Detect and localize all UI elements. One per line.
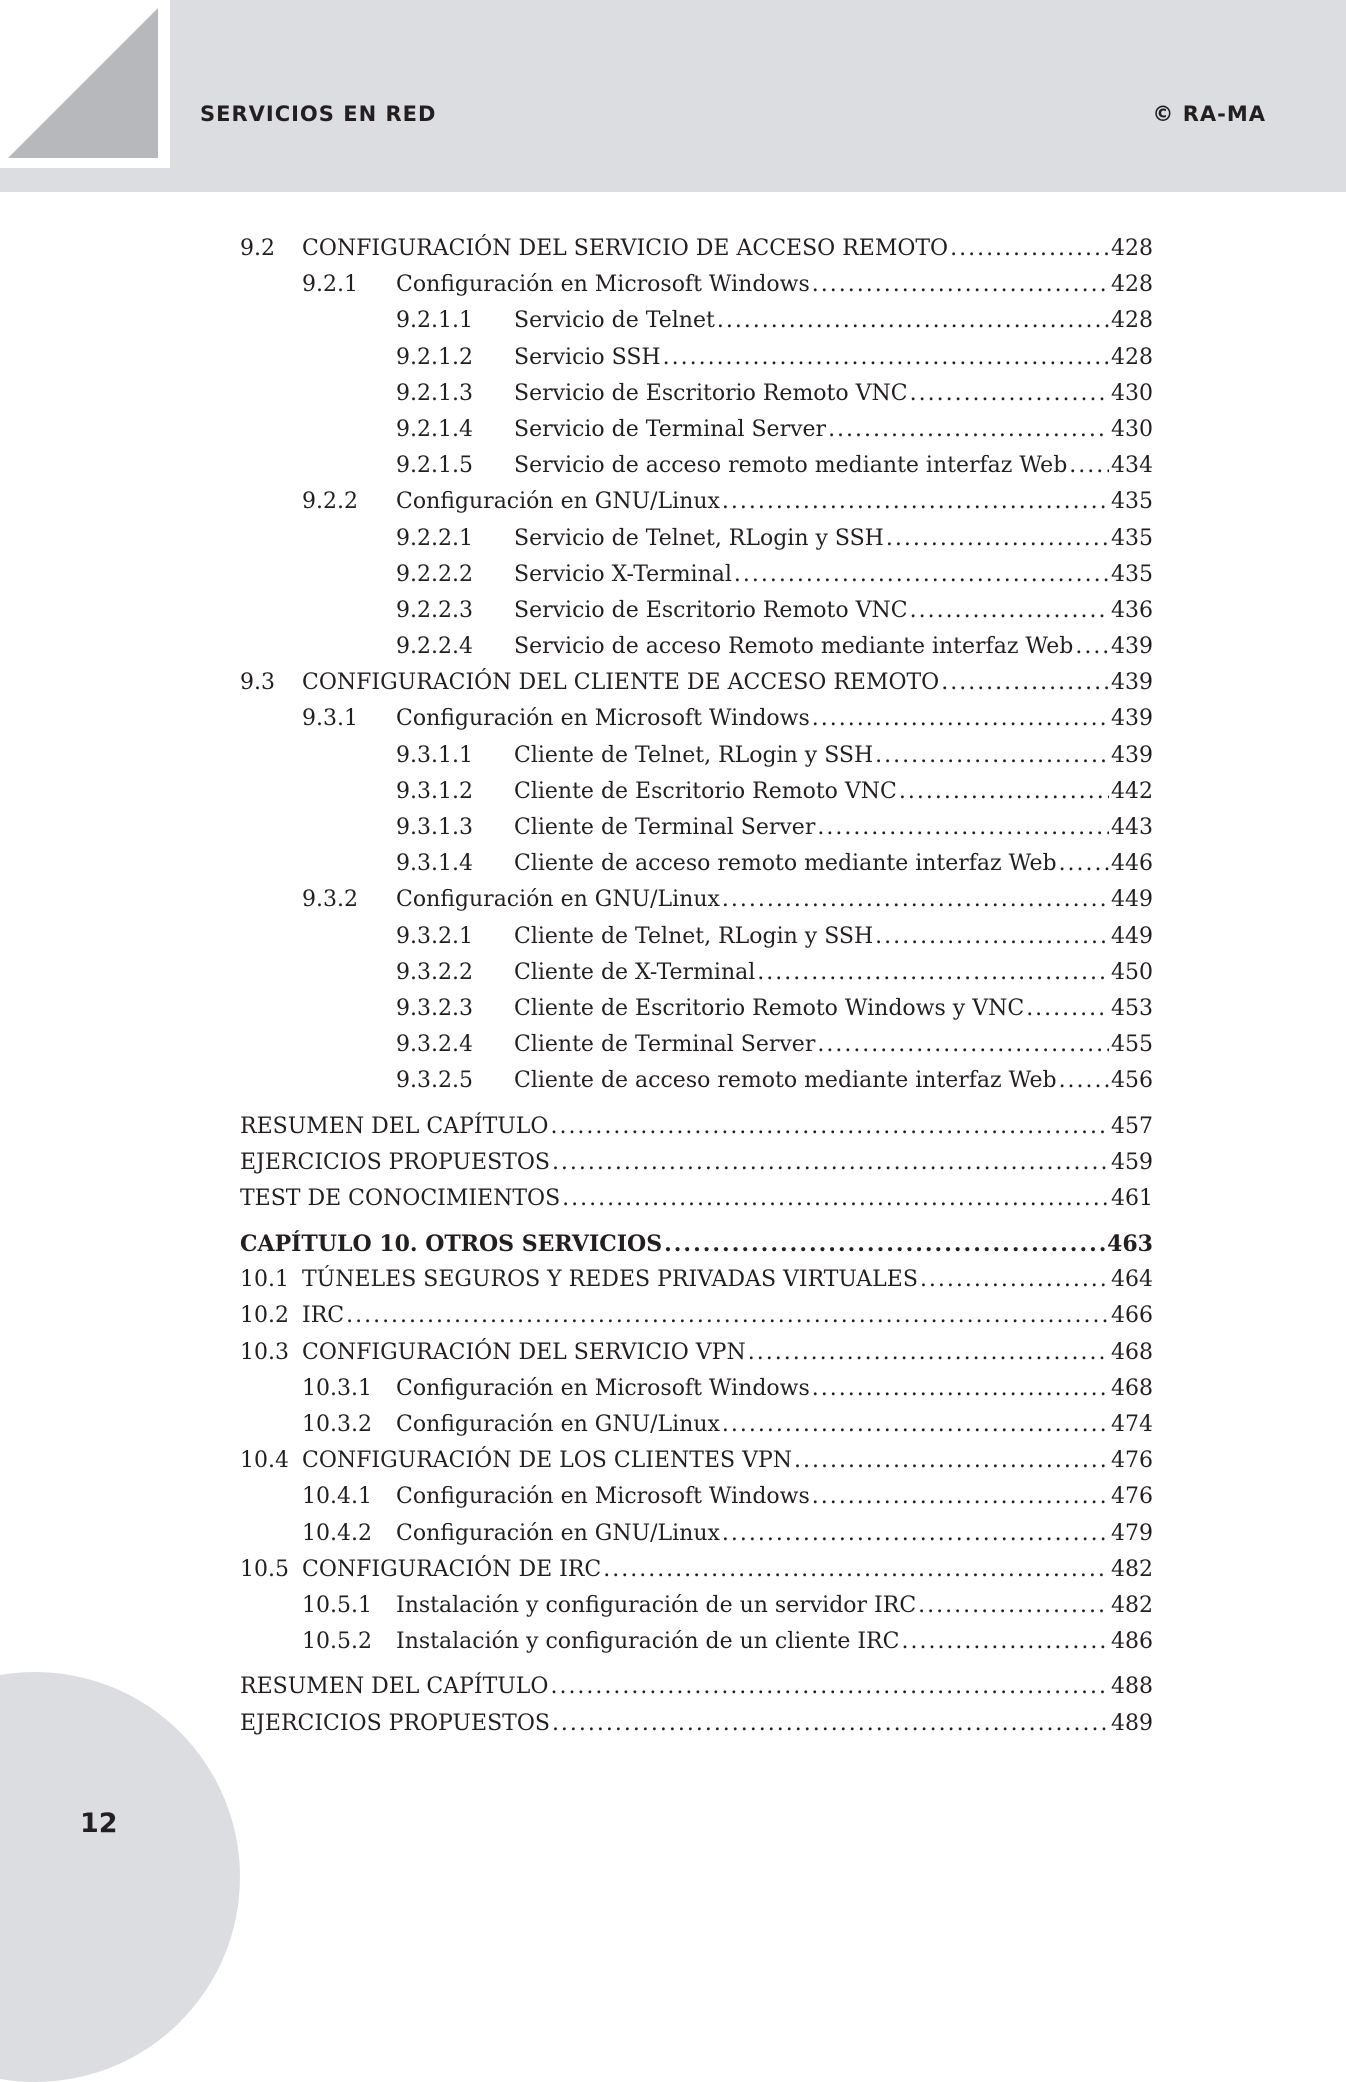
toc-entry-page: 450 [1111, 959, 1153, 985]
toc-entry-page: 482 [1111, 1592, 1153, 1618]
toc-dot-leader [950, 236, 1109, 261]
toc-chapter-heading [240, 1231, 1153, 1267]
toc-entry [240, 1114, 1153, 1150]
page-number-circle [0, 1672, 240, 2082]
toc-entry-number: 9.2.2.2 [396, 561, 473, 587]
header-band [0, 0, 1346, 192]
toc-entry-title: Configuración en GNU/Linux [396, 489, 720, 515]
toc-dot-leader [899, 779, 1109, 804]
toc-entry-number: 10.3.2 [302, 1412, 372, 1437]
toc-entry [240, 815, 1153, 851]
toc-entry-page: 463 [1107, 1231, 1153, 1258]
toc-entry-page: 486 [1111, 1629, 1153, 1655]
toc-dot-leader [875, 743, 1109, 768]
toc-entry [240, 887, 1153, 923]
toc-dot-leader [812, 272, 1109, 297]
toc-entry-number: 9.3.2 [302, 887, 358, 913]
toc-dot-leader [550, 1114, 1109, 1139]
toc-entry-title: Configuración en GNU/Linux [396, 1412, 720, 1437]
toc-entry-title: IRC [302, 1303, 345, 1329]
toc-entry [240, 381, 1153, 417]
toc-dot-leader [734, 562, 1109, 587]
toc-entry-title: Servicio de Escritorio Remoto VNC [514, 597, 908, 623]
toc-entry-title: Instalación y configuración de un servidor IRC [396, 1592, 917, 1618]
toc-entry-title: EJERCICIOS PROPUESTOS [240, 1710, 550, 1736]
toc-entry-page: 435 [1111, 489, 1153, 515]
toc-dot-leader [748, 1340, 1109, 1365]
toc-entry-number: 10.5.2 [302, 1629, 372, 1655]
toc-entry-title: CONFIGURACIÓN DEL CLIENTE DE ACCESO REMOTO [302, 670, 940, 696]
toc-entry-number: 9.3 [240, 670, 275, 696]
toc-entry-title: Cliente de Escritorio Remoto VNC [514, 778, 897, 804]
toc-entry [240, 453, 1153, 489]
toc-entry-page: 443 [1111, 815, 1153, 840]
toc-entry-number: 9.3.1.3 [396, 815, 473, 840]
toc-entry-title: EJERCICIOS PROPUESTOS [240, 1149, 550, 1175]
toc-entry [240, 851, 1153, 887]
toc-entry-title: RESUMEN DEL CAPÍTULO [240, 1674, 549, 1700]
toc-entry-number: 10.2 [240, 1303, 289, 1329]
toc-entry-title: RESUMEN DEL CAPÍTULO [240, 1113, 549, 1139]
toc-dot-leader [918, 1593, 1109, 1618]
toc-entry [240, 1412, 1153, 1448]
page-number: 12 [80, 1808, 118, 1839]
toc-entry-page: 428 [1111, 272, 1153, 298]
toc-entry-number: 10.3.1 [302, 1375, 372, 1401]
toc-entry [240, 1593, 1153, 1629]
toc-entry-page: 453 [1111, 995, 1153, 1021]
toc-entry [240, 1303, 1153, 1339]
toc-entry-title: Configuración en Microsoft Windows [396, 1375, 810, 1401]
toc-entry [240, 634, 1153, 670]
toc-dot-leader [717, 308, 1109, 333]
toc-entry-page: 468 [1111, 1339, 1153, 1365]
toc-entry-page: 442 [1111, 778, 1153, 804]
toc-entry-title: Servicio de Escritorio Remoto VNC [514, 380, 908, 406]
toc-entry-title: CONFIGURACIÓN DEL SERVICIO VPN [302, 1339, 746, 1365]
toc-entry-title: Servicio de acceso remoto mediante interfaz Web [514, 453, 1068, 479]
toc-entry-title: Servicio de Telnet, RLogin y SSH [514, 525, 884, 551]
toc-dot-leader [722, 1521, 1109, 1546]
toc-entry-number: 9.2.1.4 [396, 416, 473, 442]
toc-dot-leader [910, 598, 1109, 623]
toc-entry-title: Configuración en Microsoft Windows [396, 272, 810, 298]
toc-entry [240, 960, 1153, 996]
toc-entry-number: 9.3.1.1 [396, 742, 473, 768]
toc-entry-number: 9.3.1.2 [396, 778, 473, 804]
toc-dot-leader [603, 1557, 1109, 1582]
toc-entry-title: Cliente de acceso remoto mediante interfaz Web [514, 1068, 1057, 1094]
toc-entry-number: 9.2.2.3 [396, 597, 473, 623]
toc-entry-page: 430 [1111, 416, 1153, 442]
toc-entry-number: 9.2.1 [302, 272, 358, 298]
toc-entry-title: Configuración en Microsoft Windows [396, 1484, 810, 1510]
toc-dot-leader [875, 924, 1109, 949]
toc-dot-leader [910, 381, 1109, 406]
toc-dot-leader [1026, 996, 1109, 1021]
toc-entry-page: 430 [1111, 380, 1153, 406]
toc-entry-page: 439 [1111, 706, 1153, 732]
toc-entry-page: 446 [1111, 851, 1153, 877]
toc-entry-page: 488 [1111, 1674, 1153, 1700]
toc-entry-page: 436 [1111, 597, 1153, 623]
running-header-publisher: © RA-MA [1152, 102, 1266, 126]
toc-dot-leader [817, 1032, 1109, 1057]
toc-entry-title: CAPÍTULO 10. OTROS SERVICIOS [240, 1231, 663, 1258]
toc-entry-number: 9.2.2 [302, 489, 358, 515]
toc-entry-number: 9.2.1.3 [396, 380, 473, 406]
toc-entry [240, 272, 1153, 308]
toc-dot-leader [812, 1376, 1109, 1401]
toc-dot-leader [663, 345, 1109, 370]
toc-entry-page: 457 [1111, 1113, 1153, 1139]
toc-dot-leader [346, 1303, 1109, 1328]
toc-entry-number: 9.2.2.1 [396, 525, 473, 551]
toc-entry-title: CONFIGURACIÓN DEL SERVICIO DE ACCESO REMOTO [302, 236, 949, 261]
toc-entry-number: 9.3.2.2 [396, 959, 473, 985]
toc-entry [240, 743, 1153, 779]
toc-entry-page: 434 [1111, 453, 1153, 479]
toc-entry-page: 468 [1111, 1375, 1153, 1401]
toc-entry-title: Cliente de Telnet, RLogin y SSH [514, 742, 874, 768]
toc-entry-number: 9.2.2.4 [396, 634, 473, 660]
toc-entry-page: 449 [1111, 923, 1153, 949]
toc-entry [240, 1340, 1153, 1376]
toc-dot-leader [812, 1484, 1109, 1509]
toc-entry-title: Cliente de X-Terminal [514, 959, 756, 985]
toc-entry-title: TEST DE CONOCIMIENTOS [240, 1185, 561, 1211]
toc-entry [240, 779, 1153, 815]
toc-dot-leader [550, 1674, 1109, 1699]
toc-dot-leader [886, 526, 1109, 551]
toc-entry-number: 9.3.1 [302, 706, 358, 732]
toc-entry [240, 1484, 1153, 1520]
toc-entry-number: 10.5.1 [302, 1592, 372, 1618]
toc-dot-leader [1059, 851, 1109, 876]
toc-entry-page: 428 [1111, 308, 1153, 334]
toc-entry-title: CONFIGURACIÓN DE LOS CLIENTES VPN [302, 1448, 793, 1474]
toc-entry-page: 439 [1111, 742, 1153, 768]
toc-entry-number: 9.2 [240, 236, 275, 261]
toc-entry [240, 1448, 1153, 1484]
toc-entry-number: 9.2.1.1 [396, 308, 473, 334]
toc-entry [240, 345, 1153, 381]
toc-dot-leader [722, 1412, 1109, 1437]
toc-entry [240, 1711, 1153, 1747]
toc-entry-title: Instalación y configuración de un cliente IRC [396, 1629, 900, 1655]
toc-entry [240, 1032, 1153, 1068]
toc-entry-page: 489 [1111, 1710, 1153, 1736]
toc-entry-title: Cliente de Terminal Server [514, 1032, 816, 1058]
toc-entry [240, 526, 1153, 562]
toc-entry-title: Cliente de Telnet, RLogin y SSH [514, 923, 874, 949]
toc-dot-leader [812, 706, 1109, 731]
toc-entry [240, 236, 1153, 272]
toc-entry-number: 10.3 [240, 1339, 289, 1365]
toc-dot-leader [794, 1448, 1109, 1473]
toc-entry-page: 459 [1111, 1149, 1153, 1175]
toc-entry-number: 10.5 [240, 1556, 289, 1582]
toc-dot-leader [552, 1150, 1109, 1175]
toc-dot-leader [562, 1186, 1109, 1211]
toc-dot-leader [828, 417, 1109, 442]
toc-entry [240, 1557, 1153, 1593]
toc-entry-number: 9.3.2.1 [396, 923, 473, 949]
toc-entry [240, 308, 1153, 344]
corner-triangle-decoration [0, 0, 170, 168]
toc-entry-page: 476 [1111, 1484, 1153, 1510]
toc-entry [240, 1521, 1153, 1557]
toc-entry [240, 489, 1153, 525]
toc-entry [240, 924, 1153, 960]
toc-entry-page: 464 [1111, 1267, 1153, 1293]
toc-entry [240, 1068, 1153, 1104]
toc-entry [240, 1629, 1153, 1665]
toc-entry-number: 9.3.2.3 [396, 995, 473, 1021]
toc-entry-page: 461 [1111, 1185, 1153, 1211]
toc-dot-leader [1069, 453, 1109, 478]
toc-dot-leader [552, 1711, 1109, 1736]
toc-entry-title: TÚNELES SEGUROS Y REDES PRIVADAS VIRTUALES [302, 1267, 918, 1293]
toc-entry-title: Cliente de Escritorio Remoto Windows y VNC [514, 995, 1025, 1021]
toc-entry-page: 474 [1111, 1412, 1153, 1437]
toc-dot-leader [722, 887, 1109, 912]
toc-entry-title: Servicio SSH [514, 344, 661, 370]
toc-entry-page: 479 [1111, 1520, 1153, 1546]
toc-entry-page: 456 [1111, 1068, 1153, 1094]
toc-entry [240, 598, 1153, 634]
toc-entry-page: 449 [1111, 887, 1153, 913]
toc-dot-leader [722, 489, 1109, 514]
toc-entry-page: 466 [1111, 1303, 1153, 1329]
toc-entry-page: 482 [1111, 1556, 1153, 1582]
toc-entry-title: Servicio de acceso Remoto mediante interfaz Web [514, 634, 1074, 660]
toc-entry [240, 1186, 1153, 1222]
toc-entry-title: Servicio de Telnet [514, 308, 715, 334]
toc-entry-title: Servicio de Terminal Server [514, 416, 827, 442]
toc-dot-leader [941, 670, 1109, 695]
toc-entry-number: 10.4.1 [302, 1484, 372, 1510]
toc-entry-page: 435 [1111, 525, 1153, 551]
toc-entry-title: Configuración en GNU/Linux [396, 1520, 720, 1546]
toc-entry-page: 439 [1111, 634, 1153, 660]
toc-dot-leader [920, 1267, 1109, 1292]
toc-entry-page: 455 [1111, 1032, 1153, 1058]
toc-entry [240, 562, 1153, 598]
toc-entry-page: 435 [1111, 561, 1153, 587]
toc-entry-page: 428 [1111, 236, 1153, 261]
toc-entry [240, 1150, 1153, 1186]
running-header-title: SERVICIOS EN RED [200, 102, 437, 126]
table-of-contents [240, 236, 1153, 1747]
toc-entry-page: 428 [1111, 344, 1153, 370]
toc-entry-title: Servicio X-Terminal [514, 561, 732, 587]
toc-entry [240, 417, 1153, 453]
toc-entry-title: Cliente de acceso remoto mediante interfaz Web [514, 851, 1057, 877]
toc-dot-leader [817, 815, 1109, 840]
toc-entry [240, 996, 1153, 1032]
toc-entry-title: Configuración en Microsoft Windows [396, 706, 810, 732]
toc-dot-leader [757, 960, 1109, 985]
toc-entry [240, 670, 1153, 706]
toc-dot-leader [1075, 634, 1109, 659]
toc-dot-leader [901, 1629, 1109, 1654]
toc-entry-number: 10.4 [240, 1448, 289, 1474]
toc-dot-leader [664, 1231, 1105, 1257]
toc-entry [240, 706, 1153, 742]
toc-entry-title: Configuración en GNU/Linux [396, 887, 720, 913]
toc-entry-number: 9.3.1.4 [396, 851, 473, 877]
toc-entry [240, 1376, 1153, 1412]
toc-entry-page: 476 [1111, 1448, 1153, 1474]
toc-entry-number: 10.4.2 [302, 1520, 372, 1546]
toc-entry-number: 9.3.2.4 [396, 1032, 473, 1058]
toc-entry-number: 9.2.1.2 [396, 344, 473, 370]
toc-entry-number: 9.2.1.5 [396, 453, 473, 479]
toc-entry-title: Cliente de Terminal Server [514, 815, 816, 840]
toc-entry-page: 439 [1111, 670, 1153, 696]
toc-entry-title: CONFIGURACIÓN DE IRC [302, 1556, 602, 1582]
toc-entry [240, 1267, 1153, 1303]
toc-entry [240, 1674, 1153, 1710]
toc-dot-leader [1059, 1068, 1109, 1093]
toc-entry-number: 10.1 [240, 1267, 289, 1293]
toc-entry-number: 9.3.2.5 [396, 1068, 473, 1094]
